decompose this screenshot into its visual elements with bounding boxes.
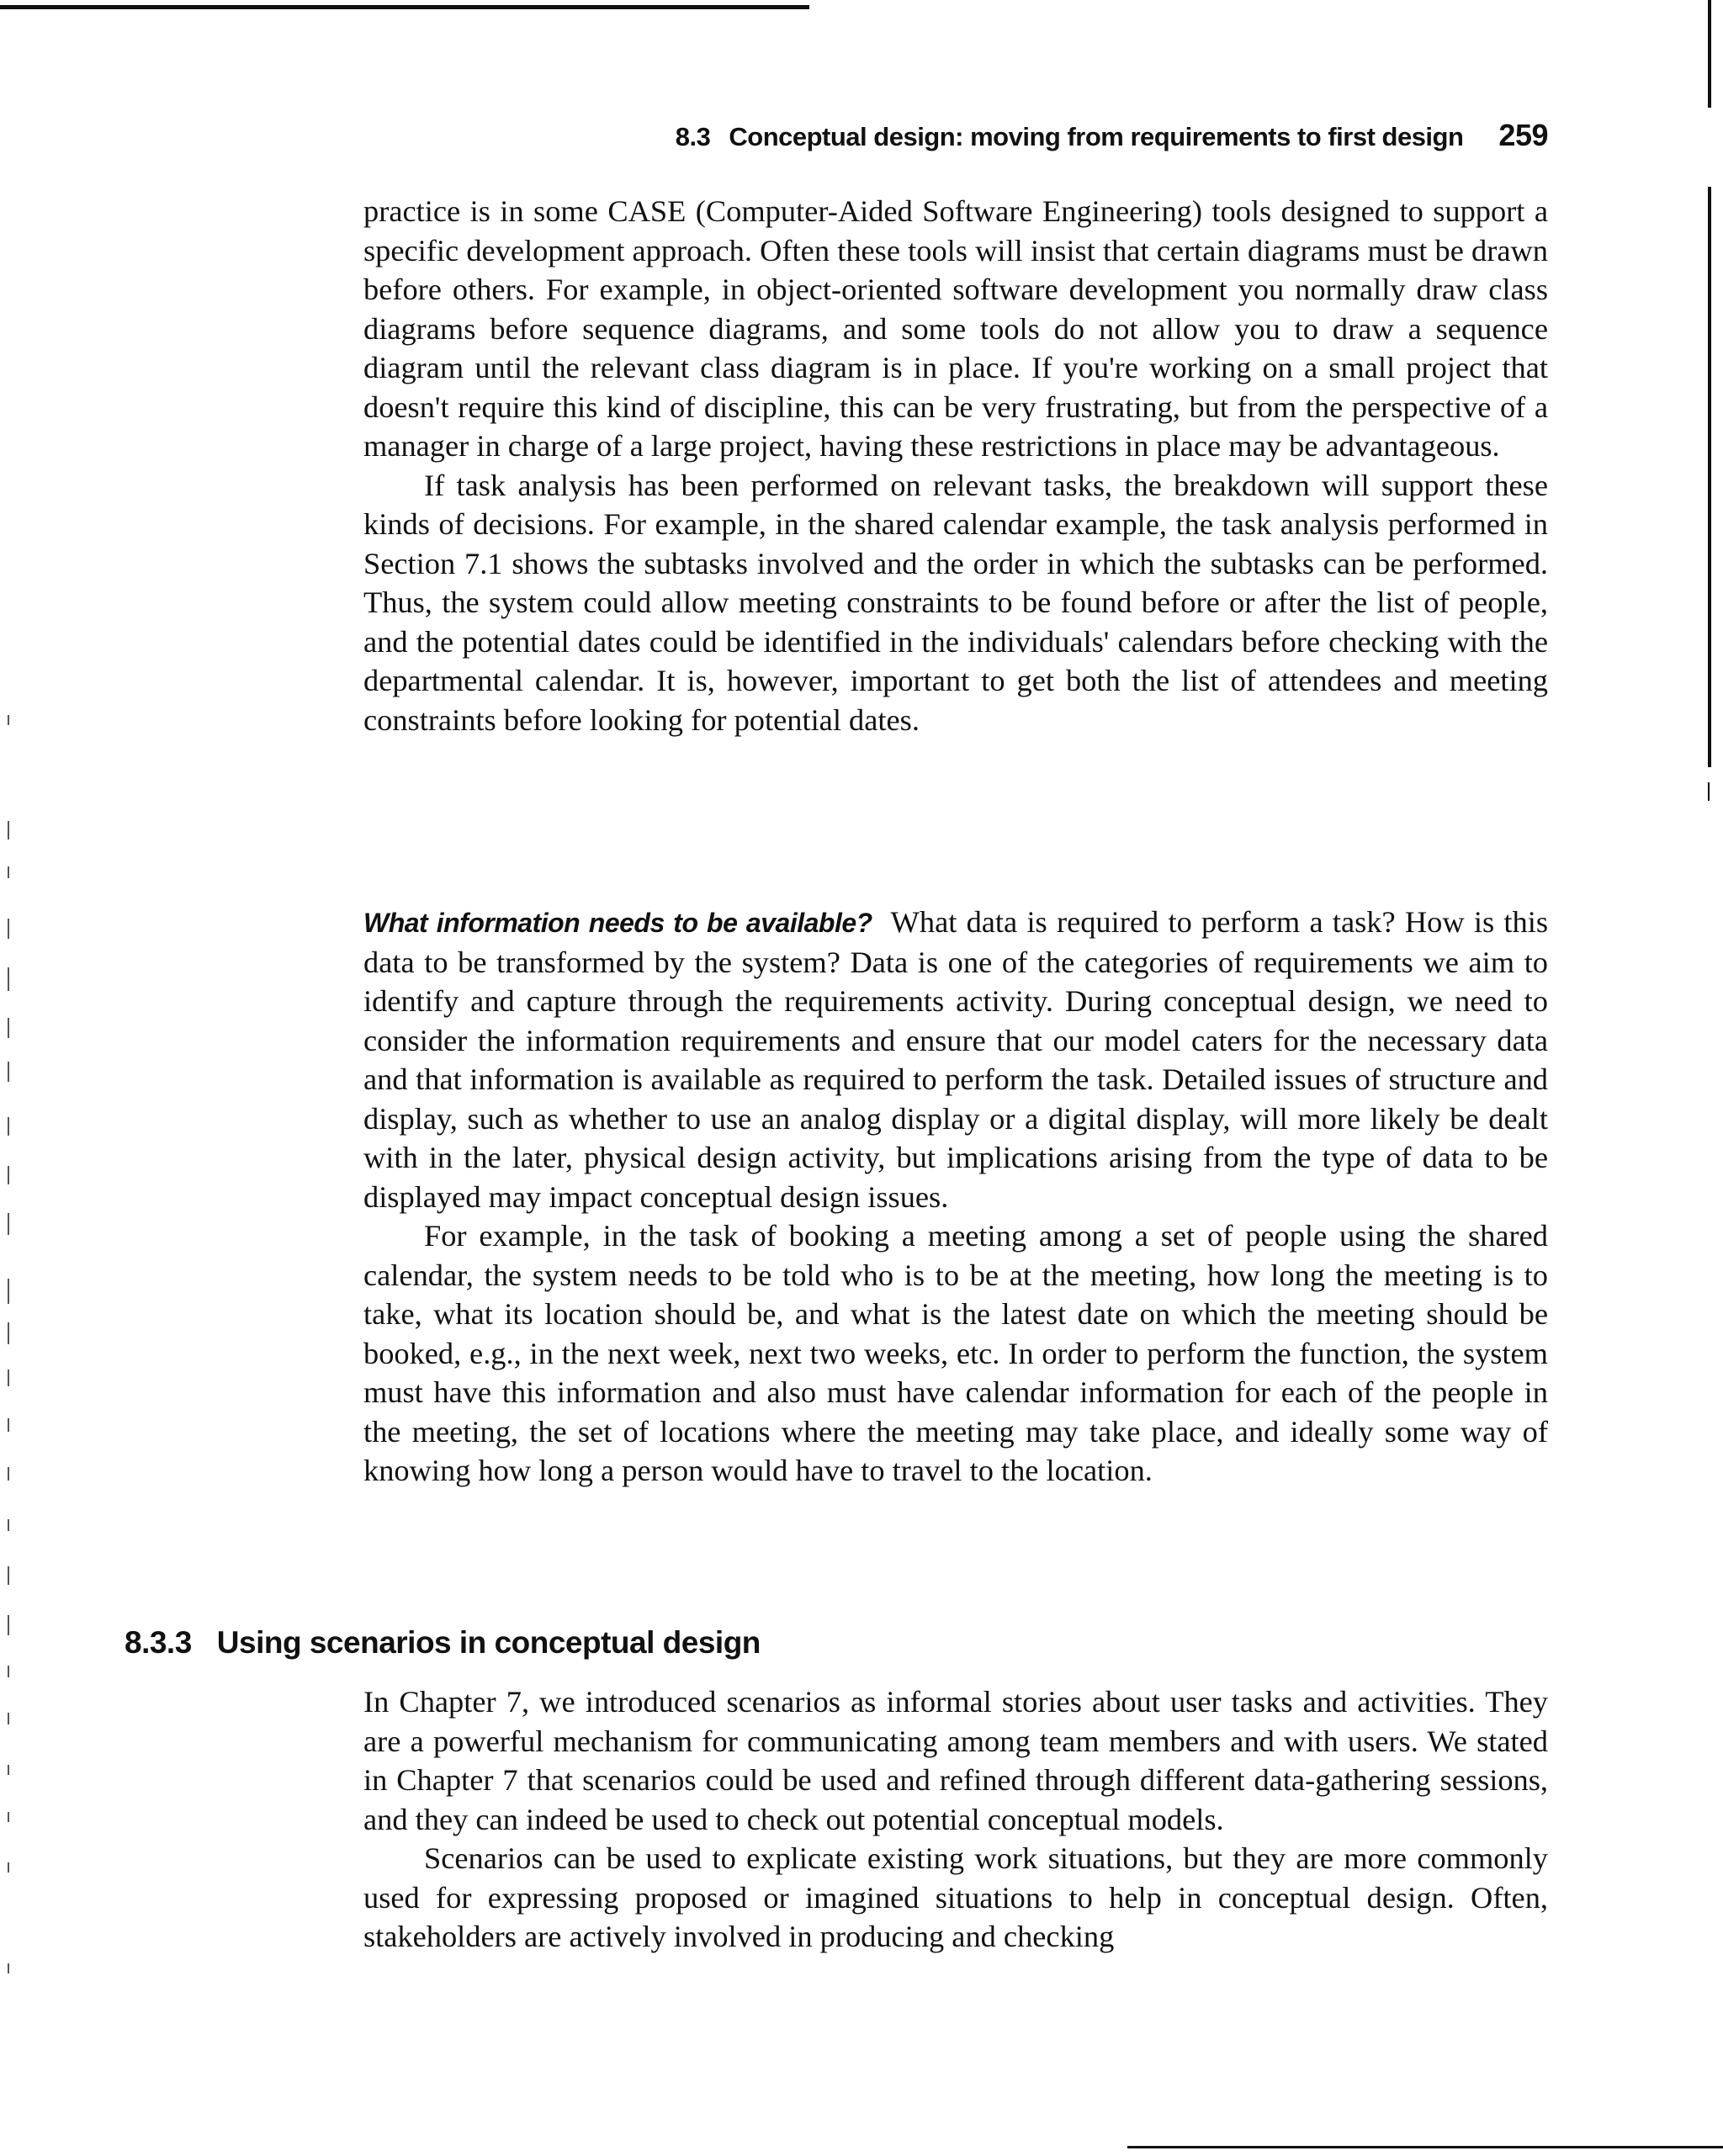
- paragraph-information-text: What data is required to perform a task? How is this data to be transformed by the system? Data is one of the categories of requirements we aim to identify and capture through the requirements activity. During conceptual design, we need to consider the information requirements and ensure that our model caters for the necessary data and that information is available as required to perform the task. Detailed issues of structure and display, such as whether to use an analog display or a digital display, will more likely be dealt with in the later, physical design activity, but implications arising from the type of data to be displayed may impact conceptual design issues.: [363, 905, 1548, 1214]
- paragraph-information: [363, 903, 1548, 1216]
- right-edge-bar-middle: [1708, 187, 1711, 767]
- paragraph-continuation: practice is in some CASE (Computer-Aided Software Engineering) tools designed to support a specific development approach. Often these tools will insist that certain diagrams must be drawn before others. For example, in object-oriented software development you normally draw class diagrams before sequence diagrams, and some tools do not allow you to draw a sequence diagram until the relevant class diagram is in place. If you're working on a small project that doesn't require this kind of discipline, this can be very frustrating, but from the perspective of a manager in charge of a large project, having these restrictions in place may be advantageous.: [363, 194, 1548, 463]
- body-text-scenarios: [363, 1682, 1548, 1957]
- page-number: 259: [1498, 118, 1548, 152]
- running-head-section: 8.3: [675, 122, 711, 151]
- top-border-rule: [0, 5, 809, 9]
- edge-mark: [8, 919, 9, 939]
- paragraph-scenarios-usage: Scenarios can be used to explicate existing work situations, but they are more commonly used for expressing proposed or imagined situations to help in conceptual design. Often, stakeholders are actively involved in producing and checking: [363, 1841, 1548, 1953]
- edge-mark: [8, 715, 9, 725]
- edge-mark: [8, 1166, 9, 1184]
- edge-mark: [8, 1322, 9, 1344]
- right-edge-bar-tick: [1708, 782, 1710, 801]
- edge-mark: [8, 1062, 9, 1082]
- edge-mark: [8, 1117, 9, 1136]
- edge-mark: [8, 1666, 9, 1677]
- edge-mark: [8, 1467, 9, 1481]
- edge-mark: [8, 821, 9, 840]
- run-in-heading: What information needs to be available?: [363, 908, 872, 938]
- edge-mark: [8, 1519, 9, 1531]
- bottom-border-rule: [1127, 2146, 1723, 2148]
- body-text-top: [363, 192, 1548, 739]
- edge-mark: [8, 1963, 9, 1973]
- edge-mark: [8, 1018, 9, 1038]
- edge-mark: [8, 967, 9, 991]
- running-head: [623, 118, 1548, 153]
- edge-mark: [8, 1713, 9, 1724]
- section-number: 8.3.3: [125, 1625, 192, 1660]
- paragraph-booking-example: For example, in the task of booking a meeting among a set of people using the shared calendar, the system needs to be told who is to be at the meeting, how long the meeting is to take, what its location should be, and what is the latest date on which the meeting should be booked, e.g., in the next week, next two weeks, etc. In order to perform the function, the system must have this information and also must have calendar information for each of the people in the meeting, the set of locations where the meeting may take place, and ideally some way of knowing how long a person would have to travel to the location.: [363, 1219, 1548, 1487]
- edge-mark: [8, 1765, 9, 1775]
- edge-mark: [8, 1566, 9, 1585]
- paragraph-scenarios-intro: In Chapter 7, we introduced scenarios as informal stories about user tasks and activities. They are a powerful mechanism for communicating among team members and with users. We stated in Chapter 7 that scenarios could be used and refined through different data-gathering sessions, and they can indeed be used to check out potential conceptual models.: [363, 1685, 1548, 1836]
- edge-mark: [8, 1279, 9, 1304]
- edge-mark: [8, 1418, 9, 1432]
- paragraph-task-analysis: If task analysis has been performed on relevant tasks, the breakdown will support these kinds of decisions. For example, in the shared calendar example, the task analysis performed in Section 7.1 shows the subtasks involved and the order in which the subtasks can be performed. Thus, the system could allow meeting constraints to be found before or after the list of people, and the potential dates could be identified in the individuals' calendars before checking with the departmental calendar. It is, however, important to get both the list of attendees and meeting constraints before looking for potential dates.: [363, 468, 1548, 737]
- body-text-information: [363, 903, 1548, 1491]
- section-heading: [125, 1625, 761, 1661]
- edge-mark: [8, 1369, 9, 1386]
- edge-mark: [8, 1213, 9, 1235]
- running-head-title: Conceptual design: moving from requirements to first design: [729, 122, 1464, 151]
- edge-mark: [8, 1615, 9, 1635]
- edge-mark: [8, 1862, 9, 1873]
- edge-mark: [8, 866, 9, 878]
- section-title: Using scenarios in conceptual design: [216, 1625, 761, 1660]
- edge-mark: [8, 1812, 9, 1822]
- right-edge-bar-top: [1708, 0, 1711, 108]
